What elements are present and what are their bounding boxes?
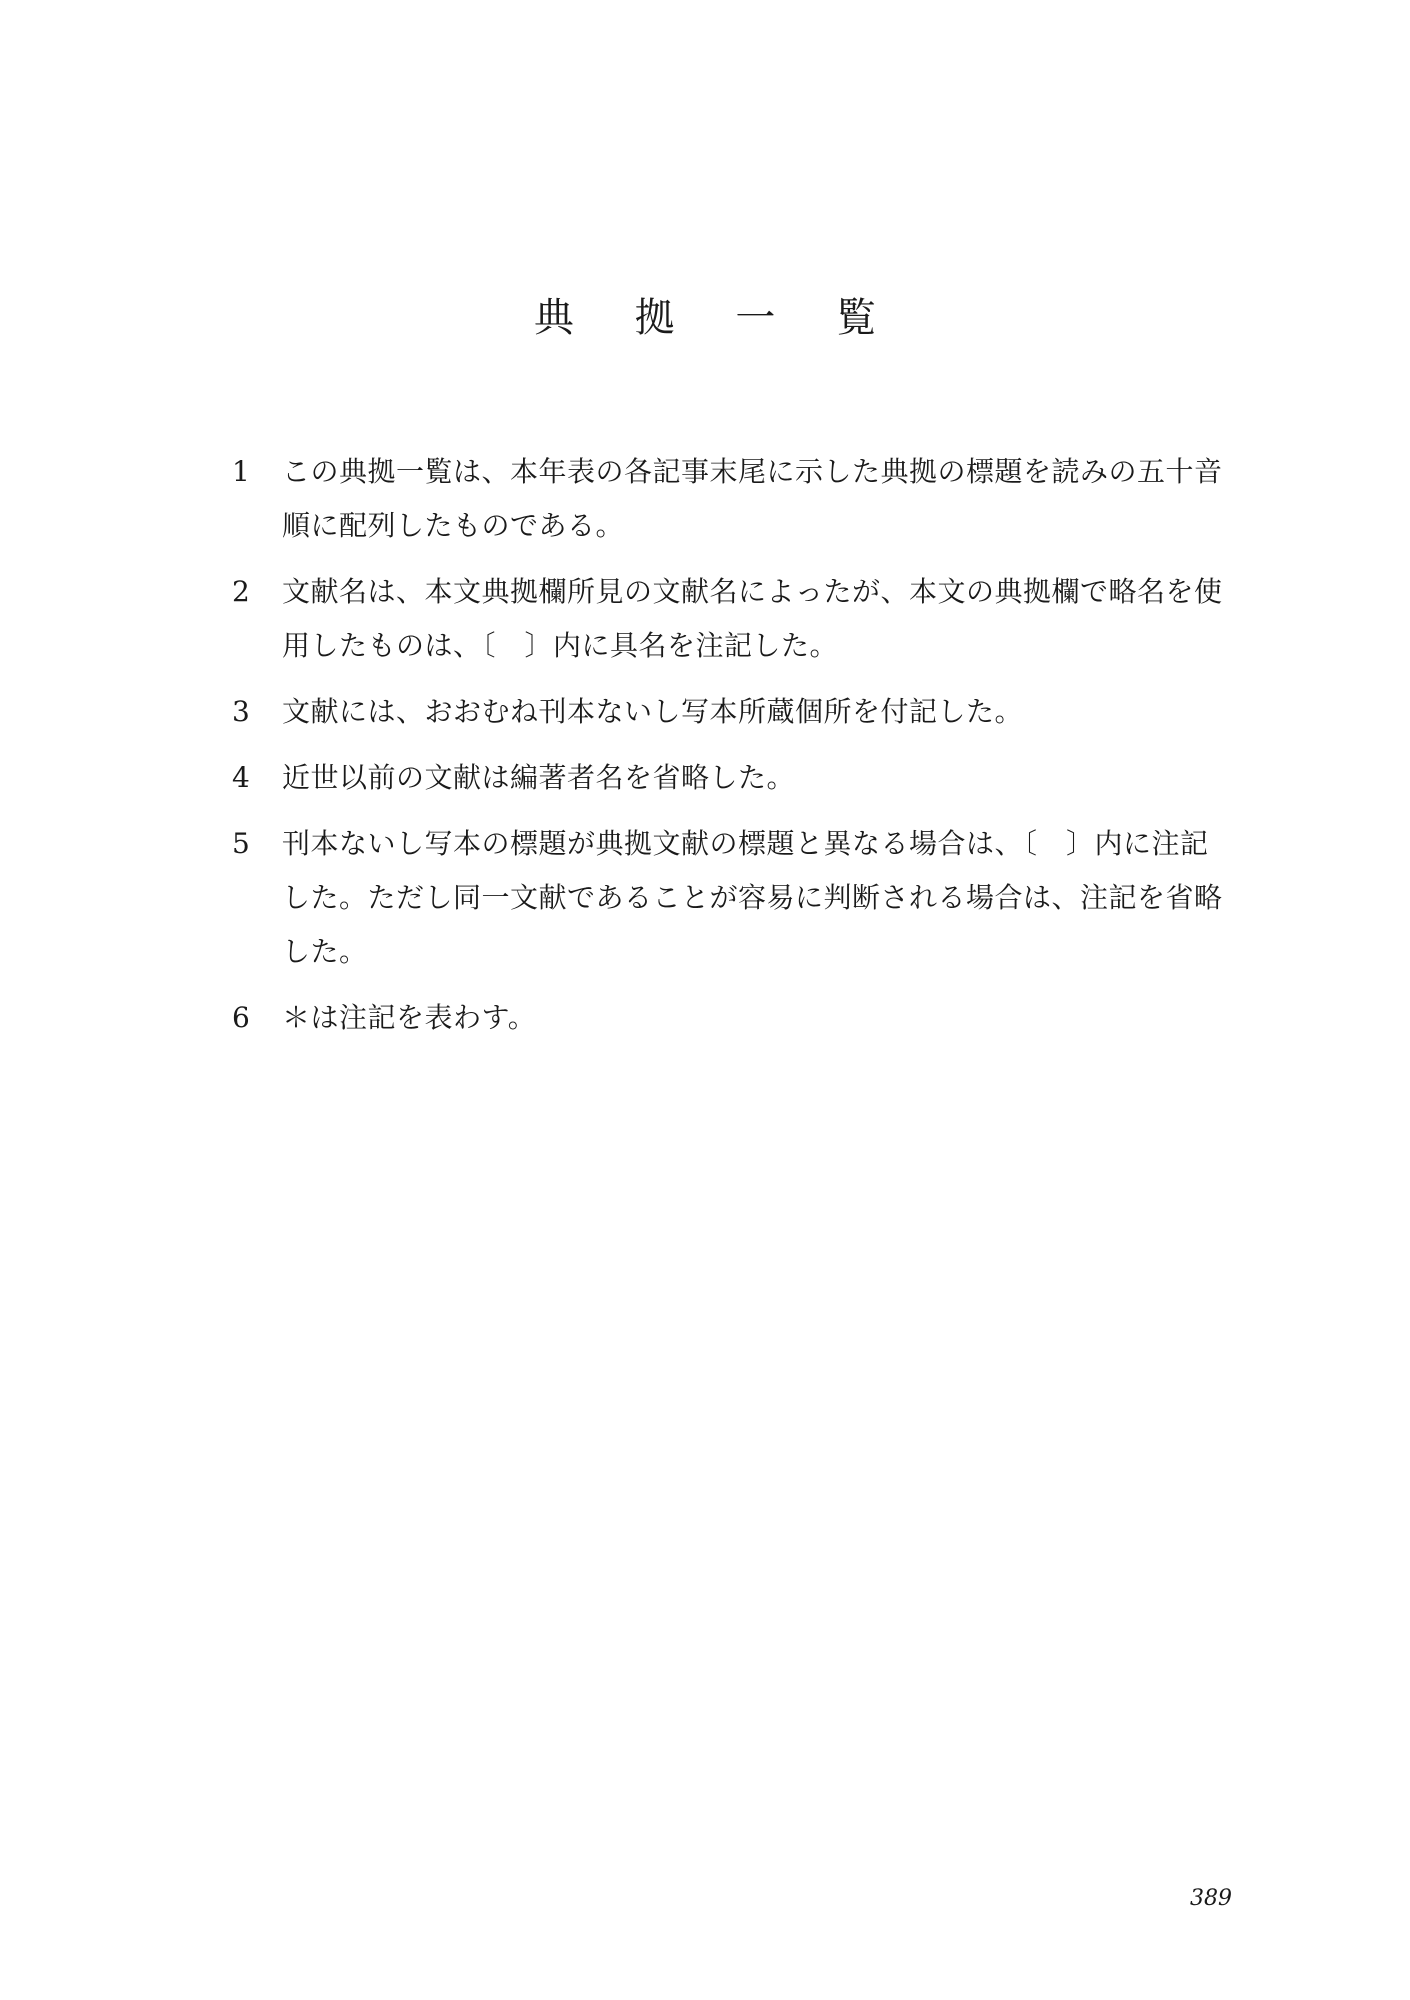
note-number: 5 (232, 827, 250, 860)
note-text: 刊本ないし写本の標題が典拠文献の標題と異なる場合は、〔 〕内に注記した。ただし同一文献であることが容易に判断される場合は、注記を省略した。 (282, 827, 1223, 968)
note-number: 2 (232, 575, 250, 608)
list-item (232, 565, 1232, 673)
list-item (232, 817, 1232, 979)
page-title: 典 拠 一 覧 (533, 295, 901, 341)
note-text: この典拠一覧は、本年表の各記事末尾に示した典拠の標題を読みの五十音順に配列したものである。 (282, 455, 1223, 542)
list-item (232, 685, 1232, 739)
list-item (232, 991, 1232, 1045)
note-number: 4 (232, 761, 250, 794)
note-number: 1 (232, 455, 250, 488)
note-number: 3 (232, 695, 250, 728)
note-number: 6 (232, 1001, 250, 1034)
list-item (232, 445, 1232, 553)
note-text: 文献名は、本文典拠欄所見の文献名によったが、本文の典拠欄で略名を使用したものは、〔 〕内に具名を注記した。 (282, 575, 1223, 662)
notes-list (232, 445, 1232, 1057)
note-text: 文献には、おおむね刊本ないし写本所蔵個所を付記した。 (282, 695, 1024, 728)
note-text: ＊は注記を表わす。 (282, 1001, 537, 1034)
list-item (232, 751, 1232, 805)
note-text: 近世以前の文献は編著者名を省略した。 (282, 761, 796, 794)
page-number: 389 (1190, 1886, 1232, 1911)
